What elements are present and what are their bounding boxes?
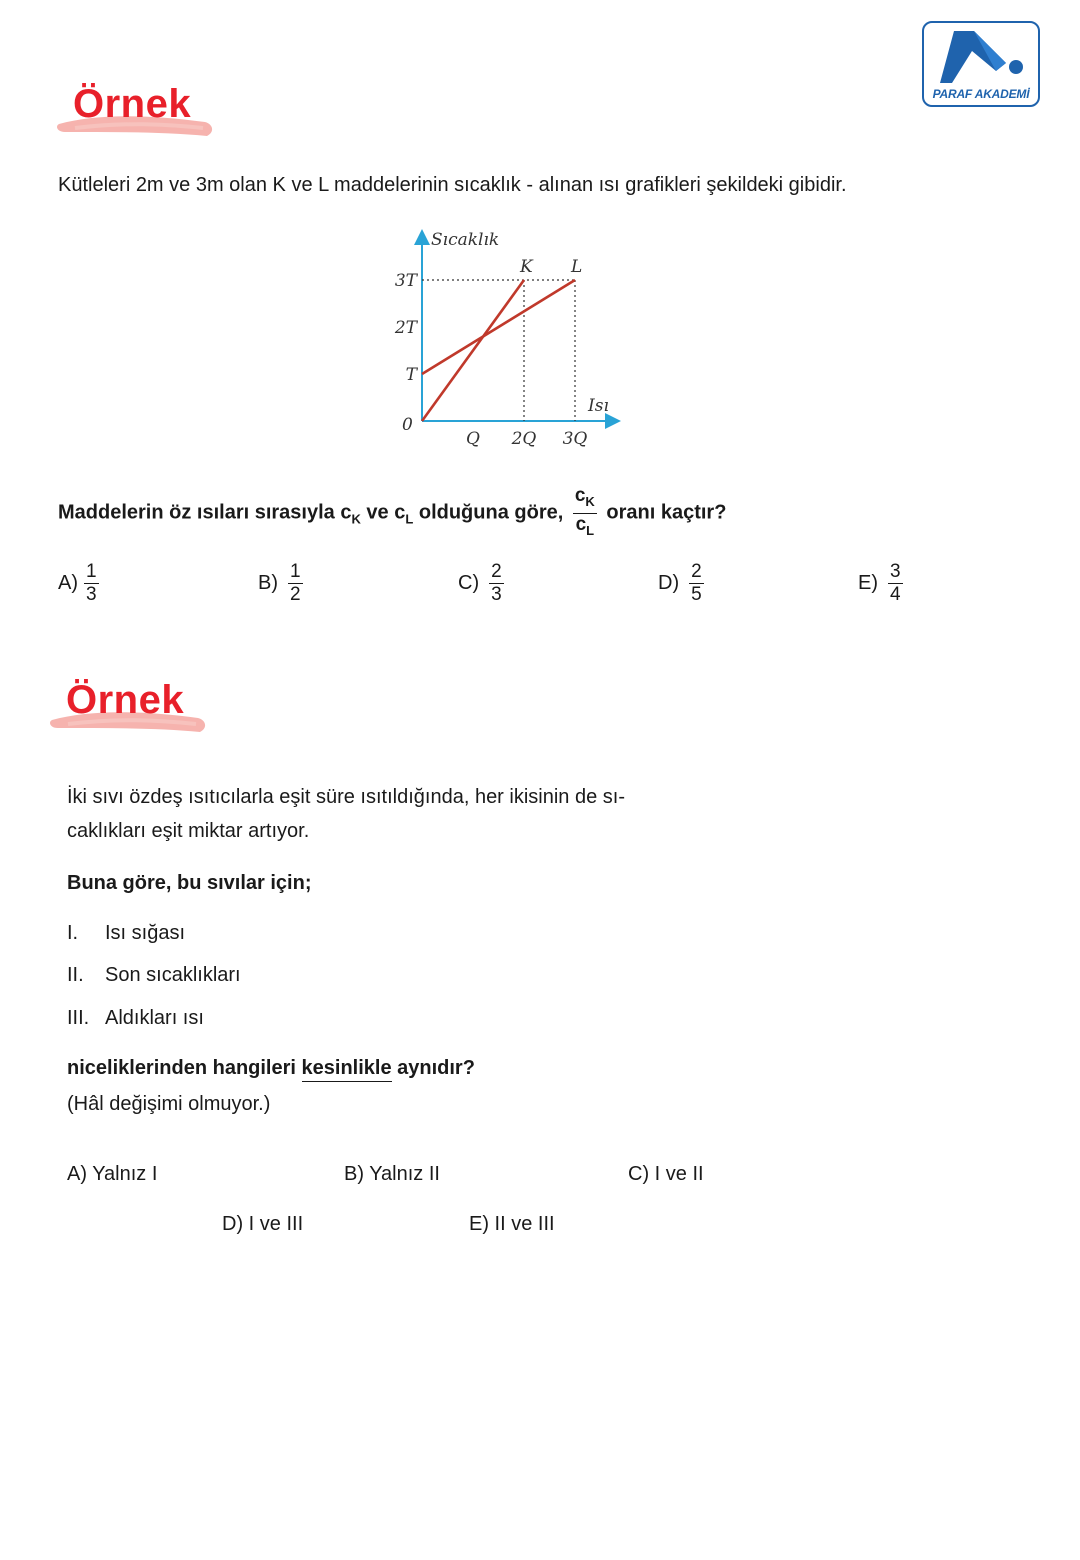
example-2-note: (Hâl değişimi olmuyor.) (67, 1093, 271, 1115)
x-axis-label: Isı (588, 396, 609, 416)
option-a[interactable]: A) $\frac{1}{3}$ (58, 561, 97, 605)
example-2-lead: Buna göre, bu sıvılar için; (67, 872, 312, 894)
example-2-line-2: caklıkları eşit miktar artıyor. (67, 820, 310, 842)
example-1-question: Maddelerin öz ısıları sırasıyla $c_K$ ve $c_L$ olduğuna göre, $\frac{c_K}{c_L}$ oranı kaçtır? (58, 486, 1058, 541)
list-item: III. Aldıkları ısı (67, 1007, 204, 1029)
example-2-title: Örnek (66, 678, 185, 722)
option-d[interactable]: D) $\frac{2}{5}$ (658, 561, 702, 605)
x-tick-label: 3Q (562, 429, 588, 449)
origin-label: 0 (402, 415, 413, 435)
series-line-l (422, 280, 575, 374)
option-b[interactable]: B) Yalnız II (344, 1163, 440, 1185)
example-1-heading (55, 80, 225, 150)
option-b[interactable]: B) $\frac{1}{2}$ (258, 561, 301, 605)
example-2-heading (48, 676, 218, 746)
series-line-k (422, 280, 524, 421)
series-label-l: L (571, 257, 583, 277)
list-item: I. Isı sığası (67, 922, 186, 944)
example-1-title: Örnek (73, 82, 192, 126)
y-tick-label: 3T (394, 271, 417, 291)
option-a[interactable]: A) Yalnız I (67, 1163, 158, 1185)
option-d[interactable]: D) I ve III (222, 1213, 304, 1235)
x-tick-label: Q (466, 429, 480, 449)
brand-logo (922, 21, 1040, 107)
example-2-question: niceliklerinden hangileri kesinlikle aynıdır? (67, 1051, 475, 1085)
x-tick-label: 2Q (511, 429, 537, 449)
y-tick-label: T (405, 365, 417, 385)
option-c[interactable]: C) I ve II (628, 1163, 704, 1185)
option-e[interactable]: E) $\frac{3}{4}$ (858, 561, 901, 605)
example-2-line-1: İki sıvı özdeş ısıtıcılarla eşit süre ısıtıldığında, her ikisinin de sı- (67, 786, 625, 808)
list-item: II. Son sıcaklıkları (67, 964, 241, 986)
example-1-intro: Kütleleri 2m ve 3m olan K ve L maddelerinin sıcaklık - alınan ısı grafikleri şekildeki gibidir. (58, 174, 847, 196)
emphasis-underlined: kesinlikle (302, 1057, 392, 1082)
ratio-fraction: $\frac{c_K}{c_L}$ (574, 485, 595, 538)
logo-text: PARAF AKADEMİ (932, 87, 1030, 101)
temperature-heat-chart (385, 225, 635, 455)
option-e[interactable]: E) II ve III (469, 1213, 555, 1235)
series-label-k: K (520, 257, 533, 277)
option-c[interactable]: C) $\frac{2}{3}$ (458, 561, 502, 605)
y-axis-label: Sıcaklık (431, 230, 500, 250)
y-tick-label: 2T (394, 318, 417, 338)
